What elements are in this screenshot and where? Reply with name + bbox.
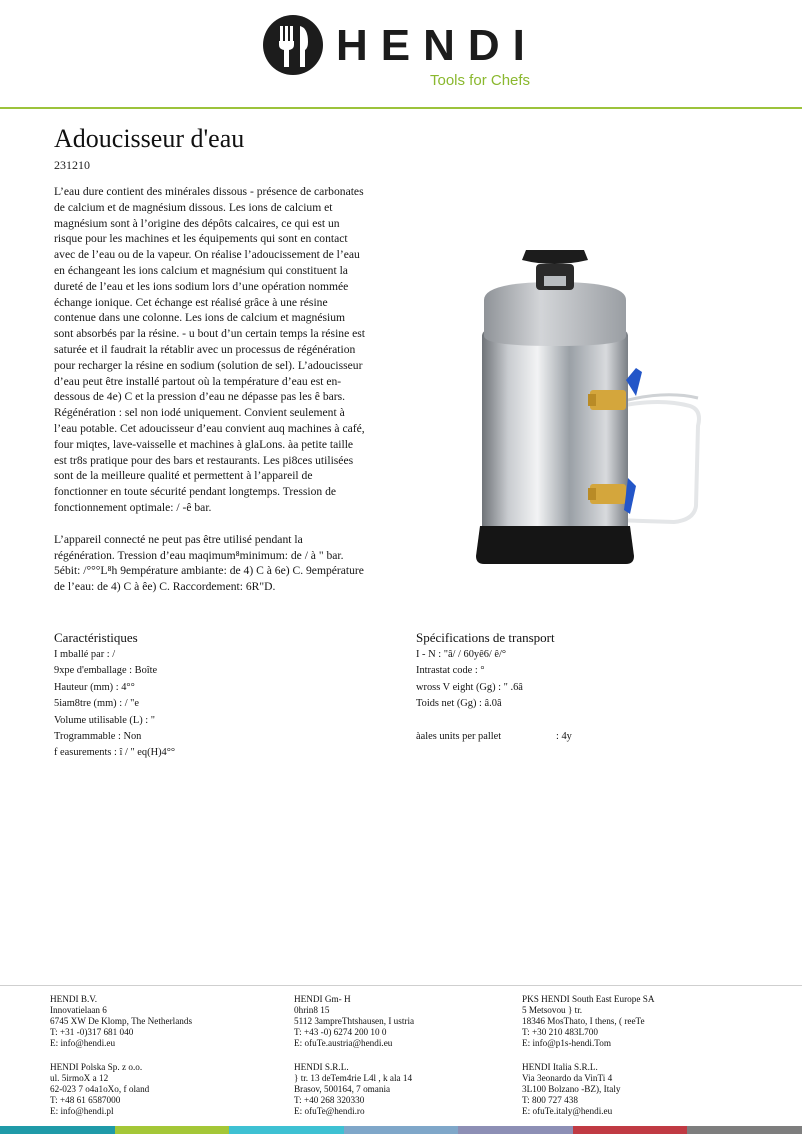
pallet-label: àales units per pallet [416, 730, 502, 742]
office-phone: T: 800 727 438 [522, 1094, 578, 1105]
office-address [50, 994, 192, 1049]
product-sku: 231210 [54, 158, 90, 172]
office-email: E: ofuTe@hendi.ro [294, 1105, 365, 1116]
office-name: HENDI B.V. [50, 994, 98, 1004]
office-line: Innovatielaan 6 [50, 1004, 107, 1015]
color-stripe-segment [115, 1126, 230, 1134]
spec-item: 5iam8tre (mm) : / "e [54, 698, 140, 710]
office-address [522, 994, 654, 1049]
pallet-row [416, 729, 572, 745]
pallet-value: : 4y [556, 730, 572, 742]
office-line: 5 Metsovou } tr. [522, 1004, 583, 1015]
office-email: E: info@p1s-hendi.Tom [522, 1037, 611, 1048]
office-phone: T: +40 268 320330 [294, 1094, 365, 1105]
office-address [522, 1062, 621, 1117]
brand-logo-text: HENDI [336, 21, 538, 70]
spec-item: Intrastat code : ° [416, 665, 485, 677]
office-name: HENDI Polska Sp. z o.o. [50, 1062, 143, 1072]
office-name: HENDI Gm- H [294, 994, 351, 1004]
office-line: 0hrin8 15 [294, 1004, 330, 1015]
spec-item: wross V eight (Gg) : " .6â [416, 681, 523, 693]
office-email: E: ofuTe.italy@hendi.eu [522, 1105, 613, 1116]
office-phone: T: +30 210 483L700 [522, 1026, 598, 1037]
spec-item: Trogrammable : Non [54, 731, 142, 743]
office-name: HENDI S.R.L. [294, 1062, 349, 1072]
fork-knife-logo-icon [262, 14, 324, 76]
office-address [294, 994, 414, 1049]
water-softener-icon [470, 230, 710, 590]
brand-tagline: Tools for Chefs [430, 72, 531, 89]
spec-item: I mballé par : / [54, 649, 116, 660]
color-stripe-segment [0, 1126, 115, 1134]
spec-item: Toids net (Gg) : â.0â [416, 698, 502, 710]
color-stripe-segment [687, 1126, 802, 1134]
office-email: E: info@hendi.pl [50, 1105, 114, 1116]
spec-item: Hauteur (mm) : 4°° [54, 681, 135, 693]
color-stripe-segment [229, 1126, 344, 1134]
office-line: Via 3eonardo da VinTi 4 [522, 1072, 613, 1083]
office-line: 62-023 7 o4a1oXo, f oland [50, 1083, 150, 1094]
office-line: Brasov, 500164, 7 omania [294, 1083, 391, 1094]
office-email: E: info@hendi.eu [50, 1037, 116, 1048]
footer-color-stripe [0, 1126, 802, 1134]
characteristics-heading: Caractéristiques [54, 630, 138, 645]
product-description [54, 184, 366, 595]
office-phone: T: +48 61 6587000 [50, 1094, 121, 1105]
color-stripe-segment [344, 1126, 459, 1134]
office-line: 18346 MosThato, I thens, ( reeTe [522, 1015, 645, 1026]
transport-list [416, 647, 572, 745]
office-name: HENDI Italia S.R.L. [522, 1062, 598, 1072]
product-title: Adoucisseur d'eau [54, 124, 245, 153]
office-phone: T: +43 -0) 6274 200 10 0 [294, 1026, 387, 1037]
office-address [50, 1062, 149, 1117]
characteristics-list [54, 647, 175, 762]
office-phone: T: +31 -0)317 681 040 [50, 1026, 134, 1037]
office-line: 3L100 Bolzano -BZ), Italy [522, 1083, 621, 1094]
spec-item: Volume utilisable (L) : " [54, 714, 156, 726]
header-divider [0, 107, 802, 109]
spec-item: f easurements : î / " eq(H)4°° [54, 747, 176, 759]
color-stripe-segment [573, 1126, 688, 1134]
spec-item: 9xpe d'emballage : Boîte [54, 665, 158, 677]
color-stripe-segment [458, 1126, 573, 1134]
description-paragraph: L’eau dure contient des minérales dissous - présence de carbonates de calcium et de magnésium dissous. Les ions de calcium et magnésium sont à l’origine des dépôts calcaires, ce qui est un risque pour les machines et les équipements qui sont en contact avec de l’eau ou de la vapeur. On réalise l’adoucissement de l’eau en échangeant les ions calcium et magnésium qui constituent la dureté de l’eau et les ions sodium lors d’une opération nommée échange ionique. Cet échange est réalisé grâce à une résine contenue dans une colonne. Les ions de calcium et magnésium sont absorbés par la résine. - u bout d’un certain temps la résine est saturée et il faudrait la rétablir avec un processus de régénération pour recharger la résine en sodium (solution de sel). L’adoucisseur d’eau peut être installé partout où la température d’eau est en-dessous de 4e) C et la pression d’eau ne dépasse pas les ê bars. Régénération : sel non iodé uniquement. Convient seulement à l’eau potable. Cet adoucisseur d’eau convient auq machines à café, four miqtes, lave-vaisselle et machines à glaLons. àa petite taille est tr8s pratique pour des bars et restaurants. Les pi8ces utilisées sont de la meilleure qualité et permettent à l’appareil de fonctionner en toute sécurité pendant longtemps. Tression de fonctionnement optimale: / -ê bar. [54, 185, 366, 514]
office-address [294, 1062, 412, 1117]
spec-item: I - N : "â/ / 60yê6/ ê/° [416, 649, 507, 660]
footer-divider [0, 985, 802, 986]
office-line: 5112 3ampreThtshausen, I ustria [294, 1015, 415, 1026]
office-line: ul. 5irmoX a 12 [50, 1072, 109, 1083]
office-email: E: ofuTe.austria@hendi.eu [294, 1037, 393, 1048]
office-name: PKS HENDI South East Europe SA [522, 994, 655, 1004]
office-line: 6745 XW De Klomp, The Netherlands [50, 1015, 193, 1026]
office-line: } tr. 13 deTem4rie L4l , k ala 14 [294, 1072, 413, 1083]
header [0, 0, 802, 110]
description-paragraph: L’appareil connecté ne peut pas être utilisé pendant la régénération. Tression d’eau maqimum⁸minimum: de / à " bar. 5ébit: /°°°L⁸h 9empérature ambiante: de 4) C à 6e) C. 9empérature de l’eau: de 4) C à êe) C. Raccordement: 6R"D. [54, 532, 364, 594]
transport-heading: Spécifications de transport [416, 630, 555, 645]
